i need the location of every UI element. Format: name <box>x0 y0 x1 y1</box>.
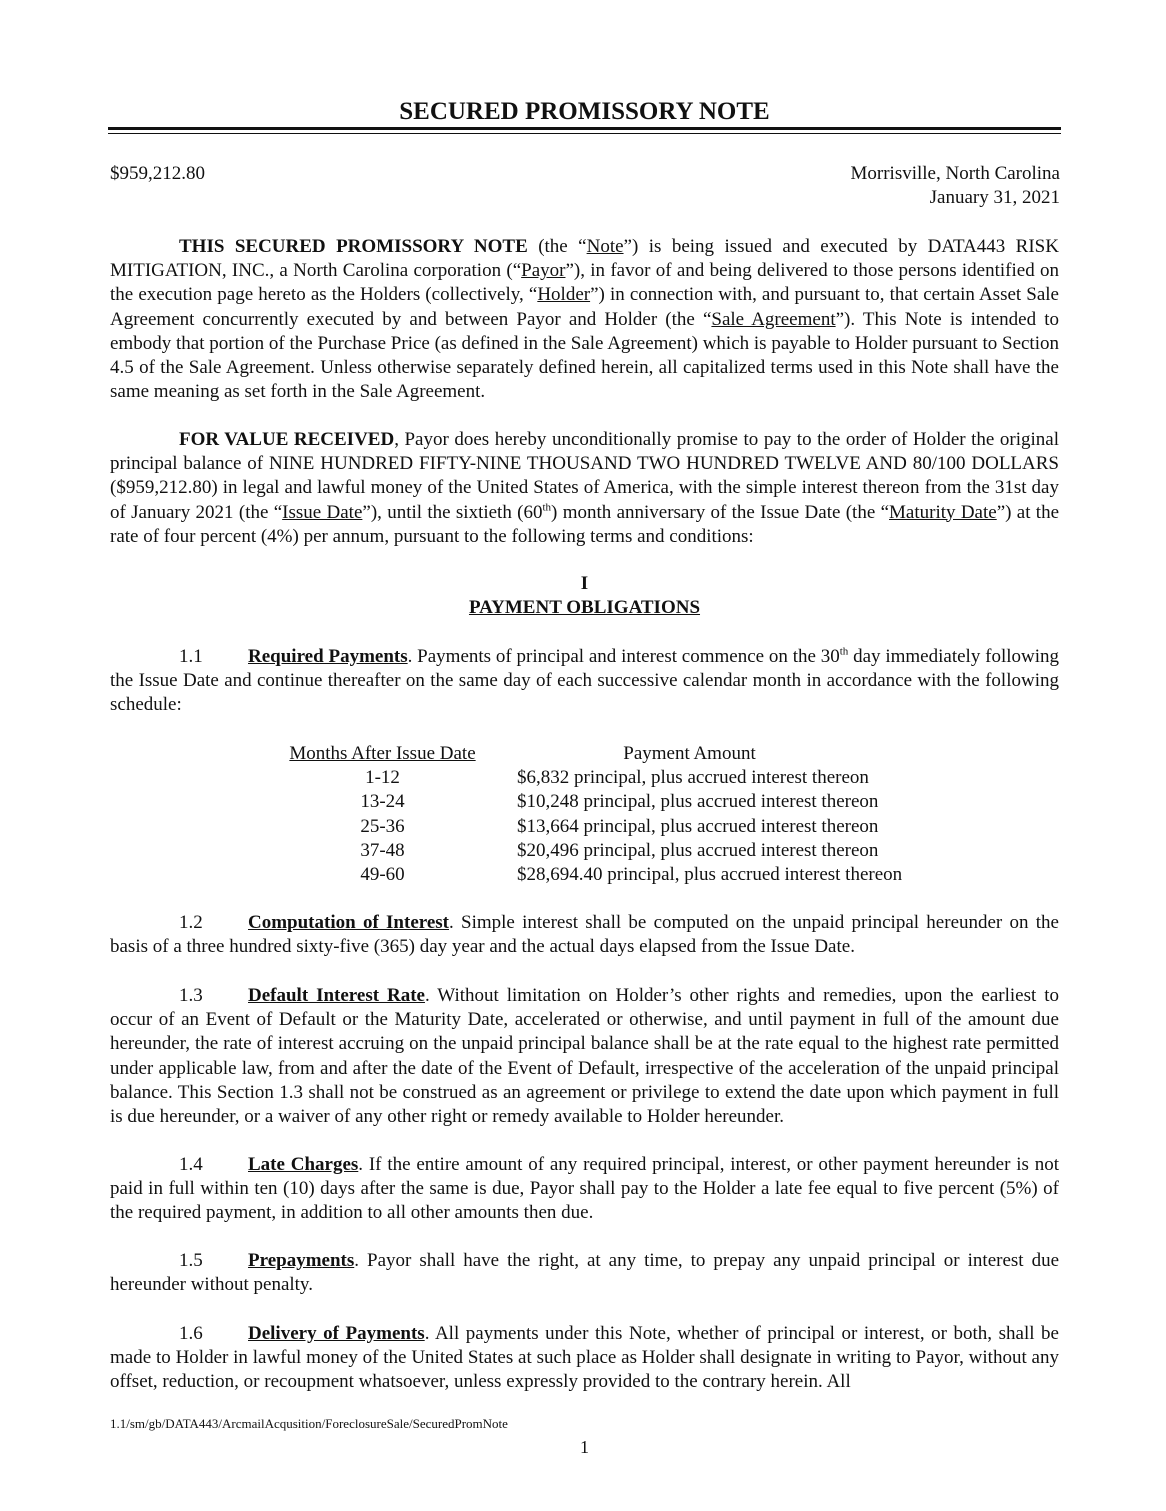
column-header-payment: Payment Amount <box>623 743 756 764</box>
document-title: SECURED PROMISSORY NOTE <box>399 98 770 125</box>
title-rule-thick <box>108 127 1061 130</box>
intro-lead: THIS SECURED PROMISSORY NOTE <box>179 236 528 257</box>
section-heading: Required Payments <box>248 646 408 667</box>
section-1-1: 1.1 Required Payments. Payments of principal and interest commence on the 30th day immediately following the Issue Date and continue thereafter on the same day of each successive calendar month in accordance with the following schedule: <box>110 645 1060 716</box>
section-heading: Computation of Interest <box>248 912 449 933</box>
table-row: 25-36 $13,664 principal, plus accrued interest thereon <box>360 815 879 837</box>
section-number: 1.4 <box>179 1154 203 1175</box>
defined-term-maturity-date: Maturity Date <box>889 501 997 523</box>
defined-term-holder: Holder <box>537 284 591 306</box>
section-number: 1.6 <box>179 1323 203 1344</box>
table-row: 37-48 $20,496 principal, plus accrued interest thereon <box>360 839 879 861</box>
footer-file-path: 1.1/sm/gb/DATA443/ArcmailAcqusition/ForeclosureSale/SecuredPromNote <box>110 1416 508 1431</box>
section-1-5: 1.5 Prepayments. Payor shall have the right, at any time, to prepay any unpaid principal or interest due hereunder without penalty. <box>110 1250 1059 1296</box>
section-heading: Late Charges <box>248 1154 359 1175</box>
table-row: 49-60 $28,694.40 principal, plus accrued interest thereon <box>360 864 903 886</box>
defined-term-payor: Payor <box>521 260 566 282</box>
intro-paragraph: THIS SECURED PROMISSORY NOTE (the “Note”) is being issued and executed by DATA443 RISK MITIGATION, INC., a North Carolina corporation (“Payor”), in favor of and being delivered to those persons identified on the execution page hereto as the Holders (collectively, “Holder”) in connection with, and pursuant to, that certain Asset Sale Agreement concurrently executed by and between Payor and Holder (the “Sale Agreement”). This Note is intended to embody that portion of the Purchase Price (as defined in the Sale Agreement) which is payable to Holder pursuant to Section 4.5 of the Sale Agreement. Unless otherwise separately defined herein, all capitalized terms used in this Note shall have the same meaning as set forth in the Sale Agreement. <box>110 236 1059 403</box>
section-1-3: 1.3 Default Interest Rate. Without limitation on Holder’s other rights and remedies, upon the earliest to occur of an Event of Default or the Maturity Date, accelerated or otherwise, and until payment in full of the amount due hereunder, the rate of interest accruing on the unpaid principal balance shall be at the rate equal to the highest rate permitted under applicable law, from and after the date of the Event of Default, irrespective of the acceleration of the unpaid principal balance. This Section 1.3 shall not be construed as an agreement or privilege to extend the date upon which payment in full is due hereunder, or a waiver of any other right or remedy available to Holder hereunder. <box>110 985 1059 1128</box>
note-date: January 31, 2021 <box>929 187 1060 208</box>
article-heading <box>110 572 1059 620</box>
title-rule-thin <box>108 133 1061 134</box>
section-1-4: 1.4 Late Charges. If the entire amount of any required principal, interest, or other payment hereunder is not paid in full within ten (10) days after the same is due, Payor shall pay to the Holder a late fee equal to five percent (5%) of the required payment, in addition to all other amounts then due. <box>110 1154 1059 1224</box>
defined-term-sale-agreement: Sale Agreement <box>711 308 836 330</box>
value-lead: FOR VALUE RECEIVED <box>179 429 395 450</box>
table-row: 13-24 $10,248 principal, plus accrued interest thereon <box>360 791 879 813</box>
defined-term-note: Note <box>586 236 624 257</box>
table-row: 1-12 $6,832 principal, plus accrued interest thereon <box>365 767 869 789</box>
place-and-date <box>851 162 1061 210</box>
section-heading: Prepayments <box>248 1250 355 1271</box>
note-location: Morrisville, North Carolina <box>850 163 1060 184</box>
section-1-6: 1.6 Delivery of Payments. All payments under this Note, whether of principal or interest, or both, shall be made to Holder in lawful money of the United States at such place as Holder shall designate in writing to Payor, without any offset, reduction, or recoupment whatsoever, unless expressly provided to the contrary herein. All <box>110 1323 1059 1393</box>
section-heading: Default Interest Rate <box>248 985 425 1006</box>
payment-schedule-table <box>275 742 957 887</box>
section-number: 1.2 <box>179 912 203 933</box>
section-number: 1.5 <box>179 1250 203 1271</box>
table-header-row <box>275 742 957 766</box>
page-number: 1 <box>580 1437 589 1457</box>
article-number: I <box>580 573 589 594</box>
article-title: PAYMENT OBLIGATIONS <box>468 597 701 618</box>
column-header-months: Months After Issue Date <box>289 743 476 764</box>
section-number: 1.1 <box>179 646 203 667</box>
defined-term-issue-date: Issue Date <box>282 501 363 523</box>
section-1-2: 1.2 Computation of Interest. Simple interest shall be computed on the unpaid principal hereunder on the basis of a three hundred sixty-five (365) day year and the actual days elapsed from the Issue Date. <box>110 912 1059 958</box>
note-amount: $959,212.80 <box>110 163 205 184</box>
value-paragraph: FOR VALUE RECEIVED, Payor does hereby unconditionally promise to pay to the order of Holder the original principal balance of NINE HUNDRED FIFTY-NINE THOUSAND TWO HUNDRED TWELVE AND 80/100 DOLLARS ($959,212.80) in legal and lawful money of the United States of America, with the simple interest thereon from the 31st day of January 2021 (the “Issue Date”), until the sixtieth (60th) month anniversary of the Issue Date (the “Maturity Date”) at the rate of four percent (4%) per annum, pursuant to the following terms and conditions: <box>110 429 1060 547</box>
section-number: 1.3 <box>179 985 203 1006</box>
section-heading: Delivery of Payments <box>248 1323 425 1344</box>
